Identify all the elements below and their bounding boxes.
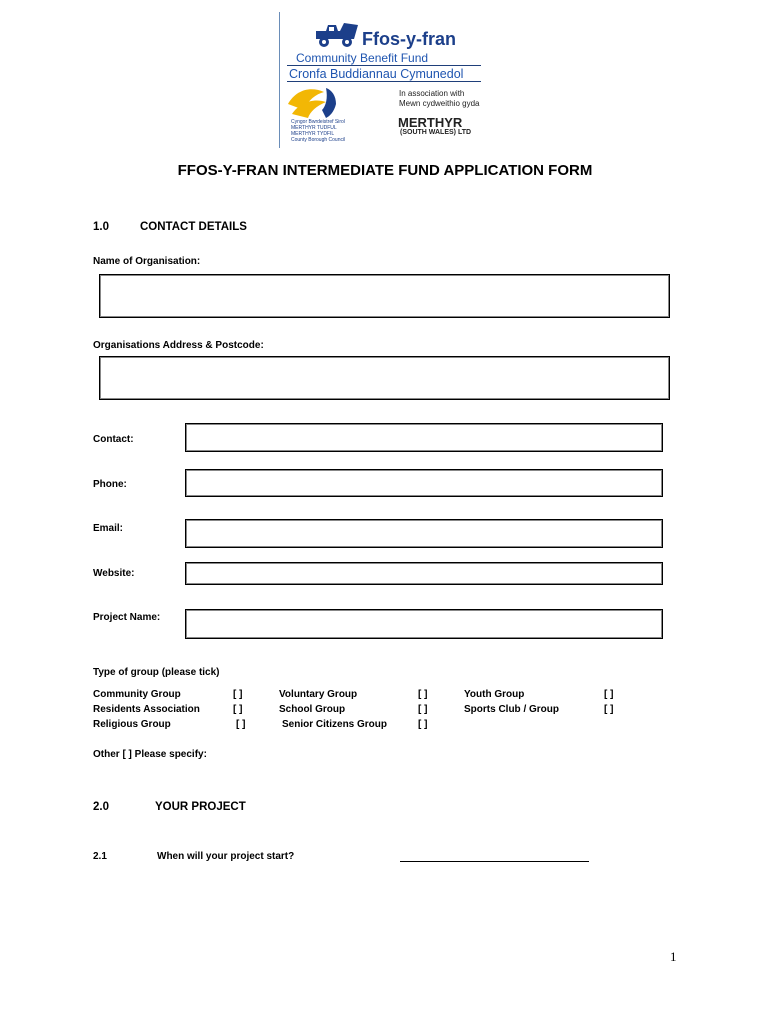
- association-text-en: In association with: [399, 89, 465, 98]
- checkbox-sports-club[interactable]: [ ]: [604, 704, 614, 715]
- group-column-2-ticks: [418, 687, 427, 732]
- project-name-label: Project Name:: [93, 612, 161, 623]
- project-start-field[interactable]: [400, 861, 589, 862]
- website-label: Website:: [93, 568, 135, 579]
- section-1-title: CONTACT DETAILS: [140, 221, 247, 233]
- group-option-label: Sports Club / Group: [464, 704, 559, 715]
- checkbox-youth-group[interactable]: [ ]: [604, 689, 614, 700]
- logo-divider: [279, 12, 280, 148]
- question-2-1-number: 2.1: [93, 851, 107, 862]
- checkbox-senior-citizens-group[interactable]: [ ]: [418, 719, 428, 730]
- address-field[interactable]: [99, 356, 670, 400]
- logo-rule: [287, 81, 481, 82]
- group-option-label: Youth Group: [464, 689, 525, 700]
- group-column-1-ticks: [233, 687, 245, 732]
- council-name: Cyngor Bwrdeistref Sirol MERTHYR TUDFUL MERTHYR TYDFIL County Borough Council: [291, 119, 346, 143]
- group-option-label: Residents Association: [93, 704, 200, 715]
- partner-name: MERTHYR: [398, 115, 463, 130]
- checkbox-school-group[interactable]: [ ]: [418, 704, 428, 715]
- phone-field[interactable]: [185, 469, 663, 497]
- checkbox-community-group[interactable]: [ ]: [233, 689, 243, 700]
- dump-truck-icon: [314, 21, 360, 51]
- group-column-3-ticks: [604, 687, 613, 717]
- group-option-label: Community Group: [93, 689, 181, 700]
- group-option-label: Religious Group: [93, 719, 171, 730]
- contact-label: Contact:: [93, 434, 134, 445]
- email-field[interactable]: [185, 519, 663, 548]
- section-1-number: 1.0: [93, 221, 109, 233]
- page-number: 1: [670, 949, 677, 964]
- group-column-2: [279, 687, 387, 732]
- checkbox-voluntary-group[interactable]: [ ]: [418, 689, 428, 700]
- association-text-cy: Mewn cydweithio gyda: [399, 99, 480, 108]
- logo-subtitle-en: Community Benefit Fund: [296, 51, 429, 65]
- email-label: Email:: [93, 523, 124, 534]
- group-column-1: [93, 687, 200, 732]
- other-group-specify[interactable]: Other [ ] Please specify:: [93, 749, 207, 760]
- group-option-label: Voluntary Group: [279, 689, 358, 700]
- org-name-label: Name of Organisation:: [93, 256, 201, 267]
- org-name-field[interactable]: [99, 274, 670, 318]
- partner-subtitle: (SOUTH WALES) LTD: [400, 129, 472, 136]
- logo-title: Ffos-y-fran: [362, 29, 456, 49]
- phone-label: Phone:: [93, 479, 127, 490]
- logo-rule: [287, 65, 481, 66]
- logo-subtitle-cy: Cronfa Buddiannau Cymunedol: [289, 67, 464, 81]
- project-name-field[interactable]: [185, 609, 663, 639]
- council-crest-icon: [286, 84, 344, 120]
- group-option-label: Senior Citizens Group: [282, 719, 388, 730]
- group-column-3: [464, 687, 559, 717]
- website-field[interactable]: [185, 562, 663, 585]
- checkbox-residents-association[interactable]: [ ]: [233, 704, 243, 715]
- section-2-number: 2.0: [93, 801, 109, 813]
- checkbox-religious-group[interactable]: [ ]: [236, 719, 246, 730]
- address-label: Organisations Address & Postcode:: [93, 340, 264, 351]
- page-title: FFOS-Y-FRAN INTERMEDIATE FUND APPLICATION FORM: [177, 162, 593, 179]
- contact-field[interactable]: [185, 423, 663, 452]
- section-2-title: YOUR PROJECT: [155, 801, 246, 813]
- group-option-label: School Group: [279, 704, 346, 715]
- group-type-heading: Type of group (please tick): [93, 667, 220, 678]
- question-2-1-text: When will your project start?: [157, 851, 295, 862]
